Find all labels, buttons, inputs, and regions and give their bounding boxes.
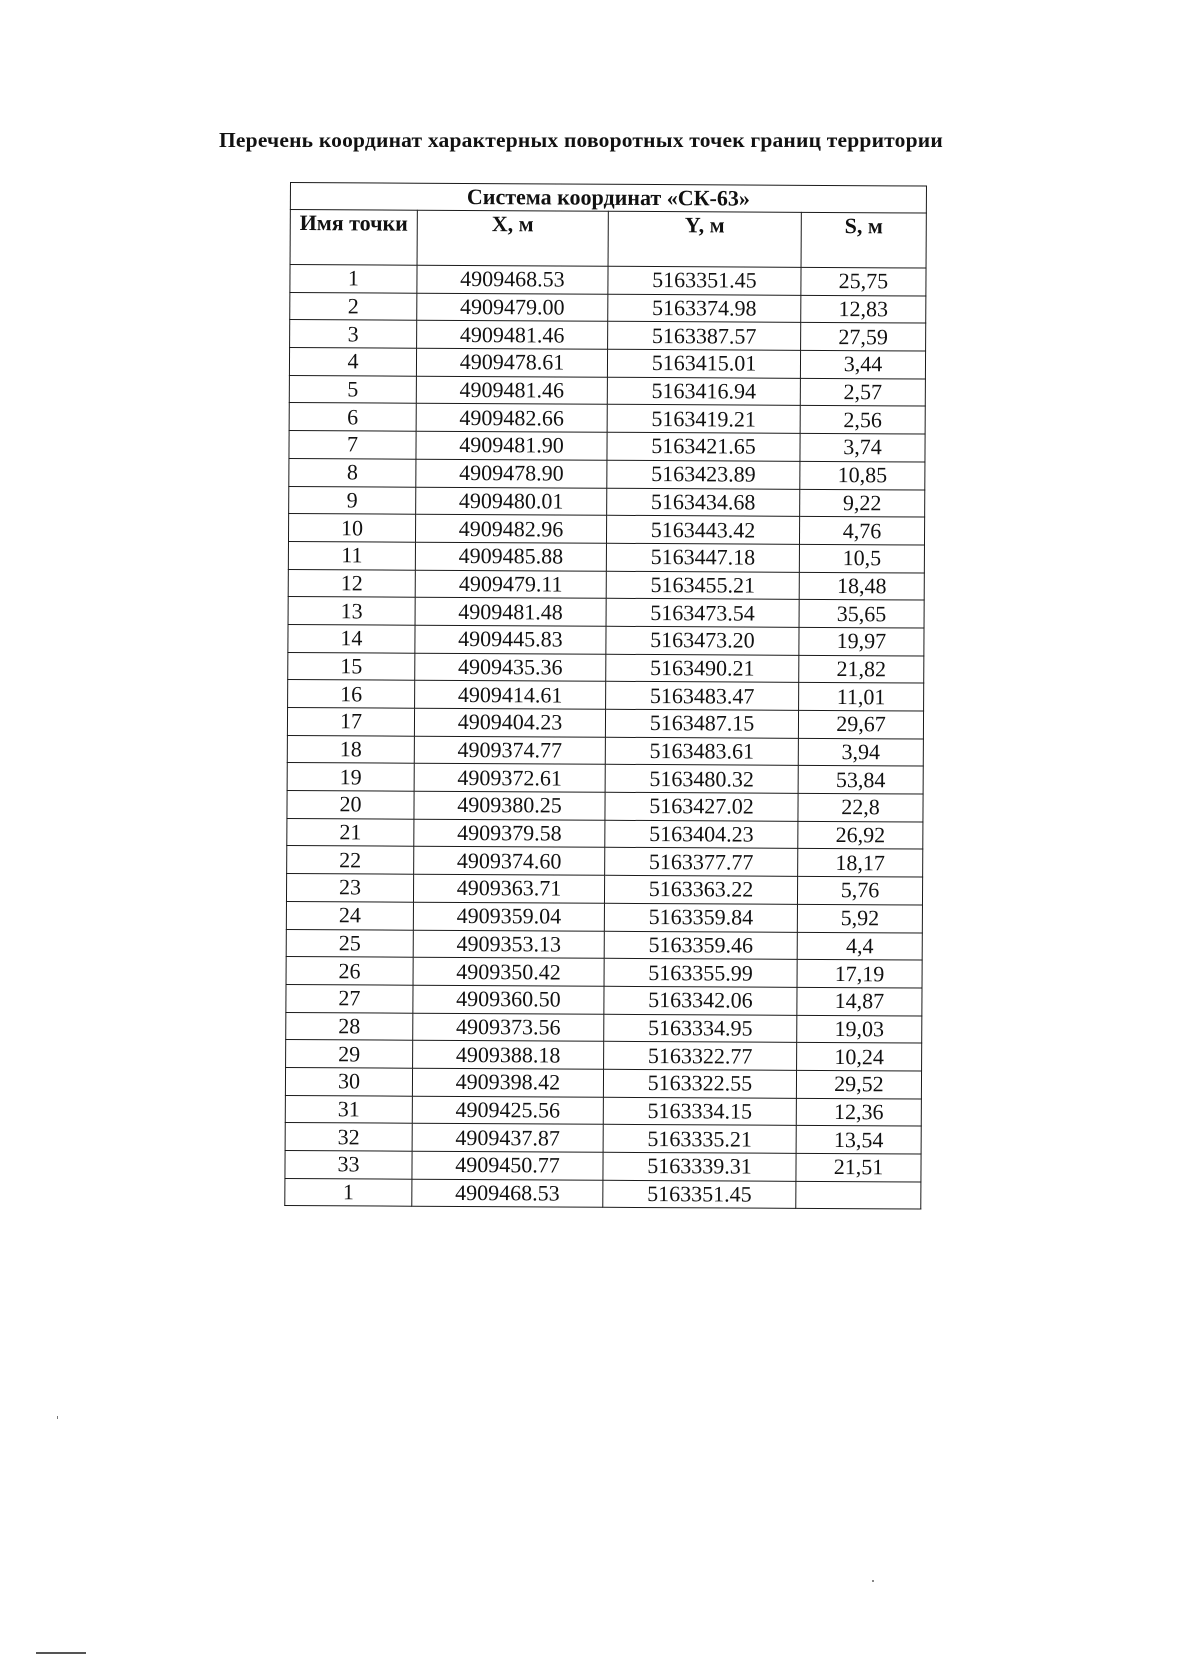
cell-y: 5163487.15 (605, 709, 798, 738)
cell-s: 11,01 (799, 683, 924, 711)
cell-x: 4909445.83 (415, 625, 606, 654)
cell-x: 4909404.23 (414, 708, 605, 737)
cell-point-name: 32 (285, 1123, 412, 1151)
cell-s: 13,54 (796, 1126, 921, 1154)
cell-x: 4909414.61 (415, 681, 606, 710)
cell-y: 5163490.21 (606, 654, 799, 683)
table-row (289, 458, 925, 489)
cell-s: 12,36 (796, 1098, 921, 1126)
column-header-x: X, м (417, 210, 608, 266)
column-header-s: S, м (801, 212, 926, 268)
table-row (289, 431, 925, 462)
cell-s: 53,84 (798, 766, 923, 794)
coordinates-table (284, 182, 927, 1210)
cell-y: 5163434.68 (607, 488, 800, 517)
table-row (289, 375, 925, 406)
cell-point-name: 9 (289, 486, 416, 514)
table-row (289, 486, 925, 517)
cell-point-name: 11 (288, 541, 415, 569)
table-row (288, 569, 924, 600)
table-row (289, 348, 925, 379)
cell-point-name: 18 (287, 735, 414, 763)
cell-s: 14,87 (797, 987, 922, 1015)
cell-x: 4909481.90 (416, 431, 607, 460)
cell-x: 4909437.87 (412, 1124, 603, 1153)
table-row (288, 680, 924, 711)
table-row (285, 1123, 921, 1154)
cell-y: 5163473.54 (606, 599, 799, 628)
cell-point-name: 2 (290, 292, 417, 320)
cell-point-name: 20 (287, 791, 414, 819)
scan-speck (57, 1416, 58, 1419)
cell-x: 4909373.56 (413, 1013, 604, 1042)
cell-x: 4909468.53 (417, 265, 608, 294)
table-row (287, 846, 923, 877)
table-row (288, 514, 924, 545)
cell-point-name: 31 (285, 1095, 412, 1123)
coordinates-table-body (285, 265, 926, 1210)
cell-y: 5163427.02 (605, 792, 798, 821)
cell-point-name: 29 (286, 1040, 413, 1068)
table-row (286, 1040, 922, 1071)
cell-point-name: 26 (286, 957, 413, 985)
cell-y: 5163342.06 (604, 986, 797, 1015)
cell-point-name: 6 (289, 403, 416, 431)
cell-point-name: 14 (288, 624, 415, 652)
cell-x: 4909363.71 (413, 874, 604, 903)
cell-x: 4909482.66 (416, 404, 607, 433)
table-row (285, 1095, 921, 1126)
cell-y: 5163363.22 (604, 875, 797, 904)
cell-x: 4909479.00 (417, 293, 608, 322)
cell-y: 5163322.55 (603, 1069, 796, 1098)
cell-s: 9,22 (800, 489, 925, 517)
cell-point-name: 3 (290, 320, 417, 348)
cell-s: 26,92 (798, 821, 923, 849)
cell-point-name: 22 (287, 846, 414, 874)
cell-x: 4909359.04 (413, 902, 604, 931)
table-row (286, 929, 922, 960)
cell-y: 5163335.21 (603, 1125, 796, 1154)
cell-s (796, 1181, 921, 1209)
cell-x: 4909398.42 (412, 1068, 603, 1097)
cell-y: 5163419.21 (607, 405, 800, 434)
cell-point-name: 1 (290, 265, 417, 293)
table-row (287, 818, 923, 849)
table-row (290, 320, 926, 351)
cell-x: 4909481.48 (415, 597, 606, 626)
cell-y: 5163473.20 (606, 626, 799, 655)
cell-s: 19,03 (797, 1015, 922, 1043)
table-row (288, 541, 924, 572)
cell-x: 4909374.60 (414, 847, 605, 876)
table-row (287, 735, 923, 766)
cell-y: 5163351.45 (608, 266, 801, 295)
cell-point-name: 10 (288, 514, 415, 542)
cell-y: 5163447.18 (606, 543, 799, 572)
cell-x: 4909468.53 (412, 1179, 603, 1208)
cell-x: 4909372.61 (414, 764, 605, 793)
cell-point-name: 8 (289, 458, 416, 486)
cell-s: 3,94 (798, 738, 923, 766)
cell-y: 5163443.42 (606, 515, 799, 544)
table-row (290, 265, 926, 296)
coordinate-system-header: Система координат «СК-63» (290, 183, 926, 214)
cell-y: 5163334.95 (604, 1014, 797, 1043)
cell-y: 5163339.31 (603, 1152, 796, 1181)
table-row (288, 624, 924, 655)
cell-x: 4909435.36 (415, 653, 606, 682)
scan-mark (36, 1652, 86, 1654)
cell-x: 4909480.01 (416, 487, 607, 516)
cell-y: 5163387.57 (608, 322, 801, 351)
cell-s: 22,8 (798, 793, 923, 821)
table-row (287, 763, 923, 794)
cell-point-name: 7 (289, 431, 416, 459)
cell-s: 10,85 (800, 461, 925, 489)
cell-x: 4909425.56 (412, 1096, 603, 1125)
cell-point-name: 24 (286, 901, 413, 929)
cell-s: 4,76 (799, 517, 924, 545)
cell-s: 4,4 (797, 932, 922, 960)
cell-y: 5163355.99 (604, 958, 797, 987)
cell-y: 5163455.21 (606, 571, 799, 600)
table-row (287, 791, 923, 822)
cell-point-name: 28 (286, 1012, 413, 1040)
table-row (285, 1067, 921, 1098)
table-row (288, 652, 924, 683)
cell-point-name: 12 (288, 569, 415, 597)
cell-y: 5163334.15 (603, 1097, 796, 1126)
cell-x: 4909379.58 (414, 819, 605, 848)
cell-x: 4909481.46 (416, 376, 607, 405)
cell-s: 5,92 (797, 904, 922, 932)
table-row (286, 874, 922, 905)
table-row (285, 1178, 921, 1209)
cell-x: 4909482.96 (415, 514, 606, 543)
cell-point-name: 21 (287, 818, 414, 846)
cell-s: 18,17 (798, 849, 923, 877)
cell-s: 3,74 (800, 433, 925, 461)
column-header-point-name: Имя точки (290, 210, 417, 266)
cell-x: 4909350.42 (413, 957, 604, 986)
cell-x: 4909360.50 (413, 985, 604, 1014)
cell-y: 5163415.01 (607, 349, 800, 378)
cell-point-name: 25 (286, 929, 413, 957)
cell-s: 19,97 (799, 627, 924, 655)
table-row (290, 292, 926, 323)
cell-s: 10,24 (797, 1043, 922, 1071)
cell-y: 5163359.84 (604, 903, 797, 932)
cell-y: 5163423.89 (607, 460, 800, 489)
document-title: Перечень координат характерных поворотных точек границ территории (219, 128, 943, 152)
cell-s: 27,59 (801, 323, 926, 351)
cell-x: 4909353.13 (413, 930, 604, 959)
cell-s: 5,76 (797, 876, 922, 904)
cell-y: 5163416.94 (607, 377, 800, 406)
cell-x: 4909388.18 (413, 1040, 604, 1069)
cell-y: 5163404.23 (605, 820, 798, 849)
cell-point-name: 5 (289, 375, 416, 403)
table-row (286, 1012, 922, 1043)
cell-x: 4909450.77 (412, 1151, 603, 1180)
cell-x: 4909374.77 (414, 736, 605, 765)
cell-point-name: 17 (287, 707, 414, 735)
cell-point-name: 16 (288, 680, 415, 708)
cell-point-name: 4 (289, 348, 416, 376)
table-row (285, 1150, 921, 1181)
cell-point-name: 19 (287, 763, 414, 791)
cell-point-name: 1 (285, 1178, 412, 1206)
cell-x: 4909380.25 (414, 791, 605, 820)
table-row (288, 597, 924, 628)
cell-s: 12,83 (801, 295, 926, 323)
cell-s: 21,82 (799, 655, 924, 683)
table-row (287, 707, 923, 738)
cell-s: 17,19 (797, 960, 922, 988)
cell-x: 4909479.11 (415, 570, 606, 599)
cell-y: 5163359.46 (604, 931, 797, 960)
cell-x: 4909481.46 (417, 321, 608, 350)
cell-y: 5163351.45 (603, 1180, 796, 1209)
cell-s: 3,44 (800, 350, 925, 378)
cell-s: 29,52 (796, 1070, 921, 1098)
cell-point-name: 15 (288, 652, 415, 680)
cell-y: 5163322.77 (604, 1042, 797, 1071)
cell-s: 35,65 (799, 600, 924, 628)
cell-y: 5163421.65 (607, 432, 800, 461)
table-row (286, 957, 922, 988)
cell-y: 5163374.98 (608, 294, 801, 323)
cell-s: 2,56 (800, 406, 925, 434)
cell-s: 10,5 (799, 544, 924, 572)
cell-point-name: 27 (286, 984, 413, 1012)
column-header-y: Y, м (608, 211, 801, 267)
cell-s: 21,51 (796, 1153, 921, 1181)
cell-y: 5163483.61 (605, 737, 798, 766)
table-row (286, 984, 922, 1015)
cell-s: 25,75 (801, 267, 926, 295)
cell-point-name: 23 (286, 874, 413, 902)
cell-y: 5163480.32 (605, 765, 798, 794)
cell-y: 5163483.47 (606, 682, 799, 711)
scan-speck (872, 1580, 874, 1582)
cell-s: 18,48 (799, 572, 924, 600)
cell-x: 4909478.90 (416, 459, 607, 488)
cell-point-name: 33 (285, 1150, 412, 1178)
column-header-row (290, 210, 926, 269)
cell-point-name: 13 (288, 597, 415, 625)
table-row (286, 901, 922, 932)
cell-s: 2,57 (800, 378, 925, 406)
cell-y: 5163377.77 (605, 848, 798, 877)
cell-x: 4909478.61 (416, 348, 607, 377)
cell-x: 4909485.88 (415, 542, 606, 571)
table-row (289, 403, 925, 434)
system-header-row (290, 183, 926, 214)
cell-point-name: 30 (285, 1067, 412, 1095)
cell-s: 29,67 (798, 710, 923, 738)
